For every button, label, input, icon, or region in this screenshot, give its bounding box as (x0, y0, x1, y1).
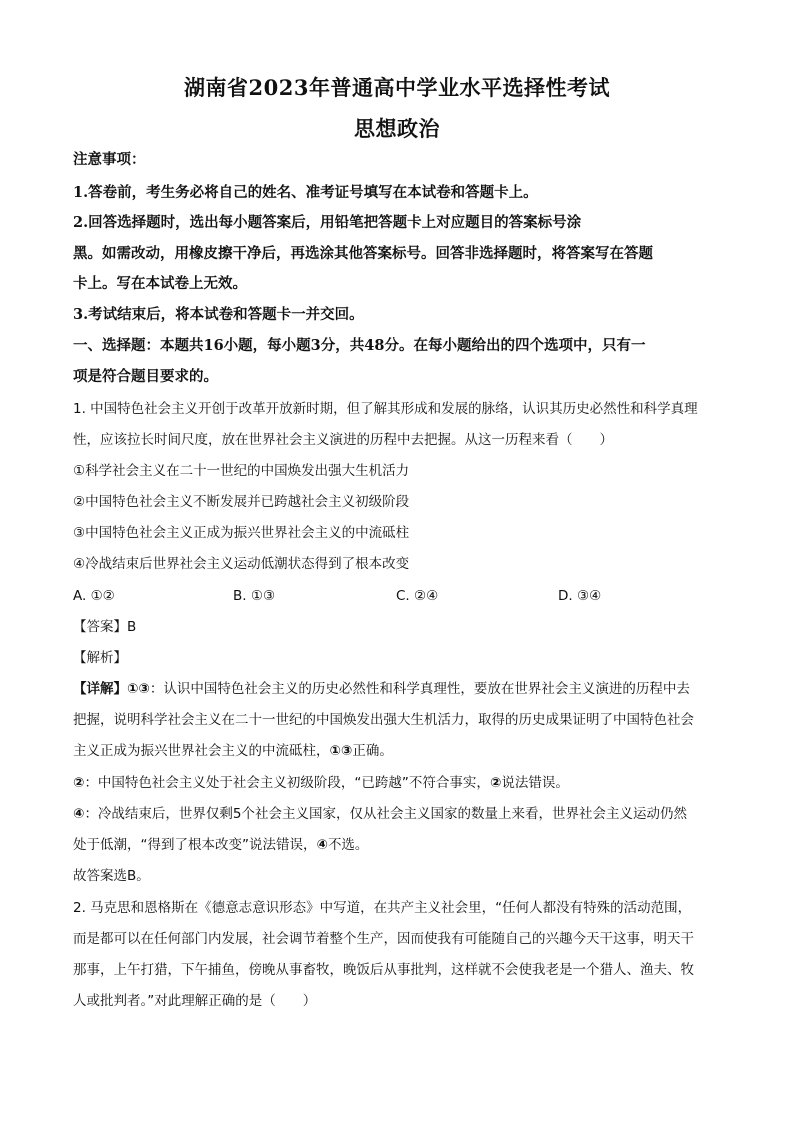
q2-stem-line-2: 而是都可以在任何部门内发展，社会调节着整个生产，因而使我有可能随自己的兴趣今天干这事，明天干 (73, 931, 694, 947)
q1-option-b: B. ①③ (233, 588, 276, 604)
d4-mark: ④ (73, 806, 85, 822)
detail-mark: ①③ (127, 681, 150, 697)
q1-detail-line-1 (73, 679, 725, 699)
q1-stem-line-2: 性，应该拉长时间尺度，放在世界社会主义演进的历程中去把握。从这一历程来看（ ） (73, 432, 613, 448)
answer-value: B (127, 619, 137, 635)
d2-mark: ② (73, 775, 85, 791)
q2-stem-line-1: 2. 马克思和恩格斯在《德意志意识形态》中写道，在共产主义社会里，“任何人都没有特殊的活动范围， (73, 900, 692, 916)
detail-text-1: ：认识中国特色社会主义的历史必然性和科学真理性，要放在世界社会主义演进的历程中去 (149, 681, 690, 697)
d4-text-1: ：冷战结束后，世界仅剩5个社会主义国家，仅从社会主义国家的数量上来看，世界社会主义运动仍然 (84, 806, 688, 822)
q2-stem-line-3: 那事，上午打猎，下午捕鱼，傍晚从事畜牧，晚饭后从事批判，这样就不会使我老是一个猎人、渔夫、牧 (73, 962, 694, 978)
q1-answer (73, 617, 725, 637)
q2-stem-line-4: 人或批判者。”对此理解正确的是（ ） (73, 993, 317, 1009)
q1-conclusion: 故答案选B。 (73, 868, 150, 884)
q1-detail-4-line-2 (73, 835, 725, 855)
notice-item-2-line-3: 卡上。写在本试卷上无效。 (73, 275, 247, 292)
section-heading-line-1: 一、选择题：本题共16小题，每小题3分，共48分。在每小题给出的四个选项中，只有一 (73, 337, 646, 354)
detail-text-3c: 正确。 (352, 743, 393, 759)
detail-tag: 【详解】 (73, 681, 127, 697)
section-heading-line-2: 项是符合题目要求的。 (73, 368, 218, 385)
q1-statement-3: ③中国特色社会主义正成为振兴世界社会主义的中流砥柱 (73, 525, 410, 541)
q1-detail-2 (73, 773, 725, 793)
d2-mark-2: ② (489, 775, 502, 791)
q1-detail-line-3 (73, 741, 725, 761)
q1-detail-line-2: 把握，说明科学社会主义在二十一世纪的中国焕发出强大生机活力，取得的历史成果证明了中国特色社会 (73, 712, 694, 728)
q1-stem-line-1: 1. 中国特色社会主义开创于改革开放新时期，但了解其形成和发展的脉络，认识其历史必然性和科学真理 (73, 401, 698, 417)
d4-text-2a: 处于低潮，“得到了根本改变”说法错误， (73, 837, 317, 853)
notice-heading: 注意事项： (73, 151, 146, 168)
answer-tag: 【答案】 (73, 619, 127, 635)
q1-analysis-tag: 【解析】 (73, 650, 127, 666)
q1-option-c: C. ②④ (396, 588, 439, 604)
q1-statement-1: ①科学社会主义在二十一世纪的中国焕发出强大生机活力 (73, 463, 410, 479)
d2-text-a: ：中国特色社会主义处于社会主义初级阶段，“已跨越”不符合事实， (84, 775, 490, 791)
q1-option-a: A. ①② (73, 588, 115, 604)
q1-statement-4: ④冷战结束后世界社会主义运动低潮状态得到了根本改变 (73, 556, 410, 572)
q1-statement-2: ②中国特色社会主义不断发展并已跨越社会主义初级阶段 (73, 494, 410, 510)
d4-mark-2: ④ (316, 837, 328, 853)
notice-item-1: 1.答卷前，考生务必将自己的姓名、准考证号填写在本试卷和答题卡上。 (73, 184, 538, 201)
exam-title: 湖南省2023年普通高中学业水平选择性考试 (184, 75, 610, 100)
detail-text-3a: 主义正成为振兴世界社会主义的中流砥柱， (73, 743, 330, 759)
q1-detail-4-line-1 (73, 804, 725, 824)
detail-mark-3: ①③ (329, 743, 353, 759)
d2-text-b: 说法错误。 (501, 775, 569, 791)
d4-text-2b: 不选。 (327, 837, 369, 853)
notice-item-3: 3.考试结束后，将本试卷和答题卡一并交回。 (73, 306, 364, 323)
notice-item-2-line-1: 2.回答选择题时，选出每小题答案后，用铅笔把答题卡上对应题目的答案标号涂 (73, 214, 582, 231)
subject-title: 思想政治 (354, 116, 440, 141)
q1-option-d: D. ③④ (558, 588, 602, 604)
notice-item-2-line-2: 黑。如需改动，用橡皮擦干净后，再选涂其他答案标号。回答非选择题时，将答案写在答题 (73, 245, 653, 262)
